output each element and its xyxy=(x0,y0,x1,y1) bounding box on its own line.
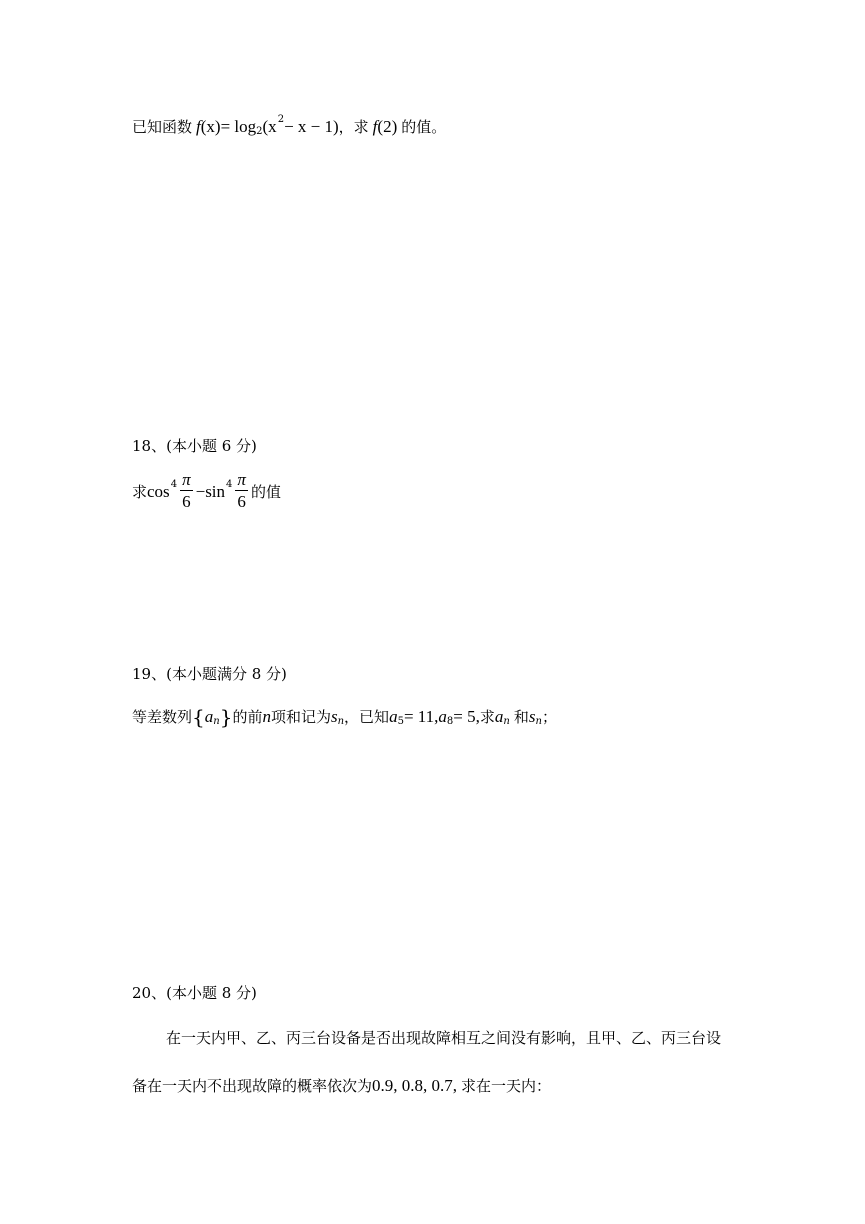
q17-lead: 已知函数 xyxy=(132,118,193,136)
q17-f: f xyxy=(196,117,201,136)
q18-statement xyxy=(132,470,281,513)
q19-a8-val: = 5, xyxy=(453,707,480,726)
q17-base: 2 xyxy=(256,126,263,137)
q17-x: (x) xyxy=(200,117,221,136)
q19-header: 19、(本小题满分 8 分) xyxy=(132,665,287,683)
q17-f2-f: f xyxy=(372,117,378,136)
q19-t6: ； xyxy=(541,708,557,726)
q19-s: s xyxy=(330,707,338,726)
q18-six-1: 6 xyxy=(182,492,191,511)
q18-sin-power: 4 xyxy=(226,478,233,490)
q19-n: n xyxy=(262,707,271,726)
q19-t2: 项和记为 xyxy=(270,708,331,726)
q18-tail: 的值 xyxy=(250,482,281,501)
q17-f2-arg: (2) xyxy=(377,117,398,136)
q19-t4: 求 xyxy=(479,708,495,726)
q18-lead: 求 xyxy=(132,482,148,501)
q17-rest: − x − 1) xyxy=(284,117,339,136)
q18-minus: − xyxy=(195,481,206,501)
q18-sin: sin xyxy=(205,481,226,501)
q17-statement xyxy=(132,114,447,137)
q19-s-sub: n xyxy=(337,716,345,727)
q19-an: a xyxy=(494,707,504,726)
q20-line-2-a: 备在一天内不出现故障的概率依次为 xyxy=(132,1077,373,1095)
q19-sn: s xyxy=(528,707,536,726)
q19-t3: ，已知 xyxy=(344,708,390,726)
q20-header: 20、(本小题 8 分) xyxy=(132,984,257,1002)
q17-eq: = log xyxy=(220,117,257,136)
q19-lead: 等差数列 xyxy=(132,708,193,726)
q19-brace-close: } xyxy=(219,705,233,729)
q19-t5: 和 xyxy=(513,708,529,726)
q19-a5-sub: 5 xyxy=(397,716,404,727)
q18-six-2: 6 xyxy=(237,492,246,511)
q18-fraction-1 xyxy=(180,470,193,513)
q19-a8: a xyxy=(438,707,447,726)
q19-t1: 的前 xyxy=(232,708,263,726)
q20-line-2-b: 求在一天内： xyxy=(461,1077,552,1095)
q19-statement xyxy=(132,707,557,727)
q20-line-1: 在一天内甲、乙、丙三台设备是否出现故障相互之间没有影响，且甲、乙、丙三台设 xyxy=(166,1029,722,1047)
q20-probabilities: 0.9, 0.8, 0.7, xyxy=(372,1076,458,1095)
q18-cos: cos xyxy=(147,481,170,501)
q18-pi-2: π xyxy=(237,470,246,489)
q19-a5-val: = 11, xyxy=(403,707,439,726)
q19-a8-sub: 8 xyxy=(446,716,454,727)
q19-a-sub: n xyxy=(213,716,220,727)
q19-an-sub: n xyxy=(503,716,510,727)
q18-pi-1: π xyxy=(182,470,191,489)
q18-fraction-2 xyxy=(235,470,248,513)
q17-square: 2 xyxy=(277,114,285,125)
q19-sn-sub: n xyxy=(535,716,542,727)
q20-line-2 xyxy=(132,1076,551,1096)
q17-tail: 的值。 xyxy=(401,118,447,136)
q17-open: (x xyxy=(262,117,277,136)
q18-cos-power: 4 xyxy=(170,478,178,490)
q17-mid: ，求 xyxy=(338,118,369,136)
q19-a: a xyxy=(204,707,214,726)
q18-header: 18、(本小题 6 分) xyxy=(132,437,257,455)
q19-brace-open: { xyxy=(192,705,205,729)
q19-a5: a xyxy=(389,707,398,726)
